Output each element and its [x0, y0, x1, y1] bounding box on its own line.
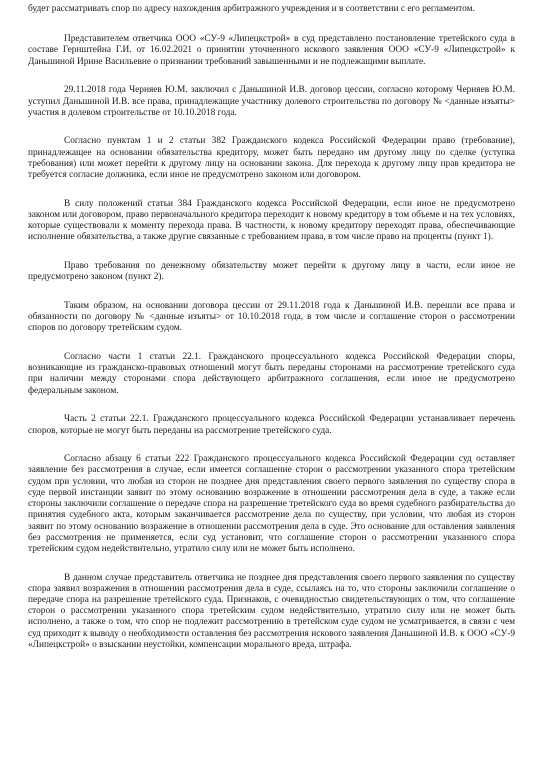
paragraph-4: Согласно пунктам 1 и 2 статьи 382 Гражданского кодекса Российской Федерации право (требование), принадлежащее на основании обязательства кредитору, может быть передано им другому лицу по сделке (уступка требования) или может перейти к другому лицу на основании закона. Для перехода к другому лицу прав кредитора не требуется согласие должника, если иное не предусмотрено законом или договором.	[28, 136, 515, 181]
paragraph-5: В силу положений статьи 384 Гражданского кодекса Российской Федерации, если иное не предусмотрено законом или договором, право первоначального кредитора переходит к новому кредитору в том объеме и на тех условиях, которые существовали к моменту перехода права. В частности, к новому кредитору переходят права, обеспечивающие исполнение обязательства, а также другие связанные с требованием права, в том числе право на проценты (пункт 1).	[28, 198, 515, 243]
paragraph-8: Согласно части 1 статьи 22.1. Гражданского процессуального кодекса Российской Федерации споры, возникающие из гражданско-правовых отношений могут быть переданы сторонами на рассмотрение третейского суда при наличии между сторонами спора действующего арбитражного соглашения, если иное не предусмотрено федеральным законом.	[28, 352, 515, 396]
paragraph-1: будет рассматривать спор по адресу нахождения арбитражного учреждения и в соответствии с его регламентом.	[28, 4, 475, 14]
paragraph-10: Согласно абзацу 6 статьи 222 Гражданского процессуального кодекса Российской Федерации суд оставляет заявление без рассмотрения в случае, если имеется соглашение сторон о рассмотрении указанного спора третейским судом при условии, что любая из сторон не позднее дня представления своего первого заявления по существу спора в суде первой инстанции заявит по этому основанию возражение в отношении рассмотрения дела в суде, а также если стороны заключили соглашение о передаче спора на разрешение третейского суда во время судебного разбирательства до принятия судебного акта, которым заканчивается рассмотрение дела по существу, при условии, что любая из сторон заявит по этому основанию возражение в отношении рассмотрения дела в суде. Это основание для оставления заявления без рассмотрения не применяется, если суд установит, что соглашение сторон о рассмотрении указанного спора третейским судом недействительно, утратило силу или не может быть исполнено.	[28, 454, 515, 554]
paragraph-7: Таким образом, на основании договора цессии от 29.11.2018 года к Даньшиной И.В. перешли все права и обязанности по договору № <данные изъяты> от 10.10.2018 года, в том числе и соглашение сторон о рассмотрении споров по договору третейским судом.	[28, 300, 515, 334]
paragraph-2: Представителем ответчика ООО «СУ-9 «Липецкстрой» в суд представлено постановление третейского суда в составе Гернштейна Г.И. от 16.02.2021 о принятии уточненного искового заявления ООО «СУ-9 «Липецкстрой» к Даньшиной Ирине Васильевне о признании требований завышенными и не подлежащими выплате.	[28, 34, 515, 67]
paragraph-9: Часть 2 статьи 22.1. Гражданского процессуального кодекса Российской Федерации устанавливает перечень споров, которые не могут быть переданы на рассмотрение третейского суда.	[28, 414, 515, 436]
paragraph-11: В данном случае представитель ответчика не позднее дня представления своего первого заявления по существу спора заявил возражения в отношении рассмотрения дела в суде, ссылаясь на то, что стороны заключили соглашение о передаче спора на разрешение третейского суда. Признаков, с очевидностью свидетельствующих о том, что соглашение сторон о рассмотрении указанного спора третейским судом недействительно, утратило силу или не может быть исполнено, а также о том, что спор не подлежит рассмотрению в третейском суде судом не усматривается, в связи с чем суд приходит к выводу о необходимости оставления без рассмотрения искового заявления Даньшиной И.В. к ООО «СУ-9 «Липецкстрой» о взыскании неустойки, компенсации морального вреда, штрафа.	[28, 572, 515, 650]
document-page	[28, 4, 515, 669]
paragraph-3: 29.11.2018 года Черняев Ю.М. заключил с Даньшиной И.В. договор цессии, согласно которому Черняев Ю.М. уступил Даньшиной И.В. все права, принадлежащие участнику долевого строительства по договору № <данные изъяты> участия в долевом строительстве от 10.10.2018 года.	[28, 85, 515, 118]
paragraph-6: Право требования по денежному обязательству может перейти к другому лицу в части, если иное не предусмотрено законом (пункт 2).	[28, 261, 515, 283]
